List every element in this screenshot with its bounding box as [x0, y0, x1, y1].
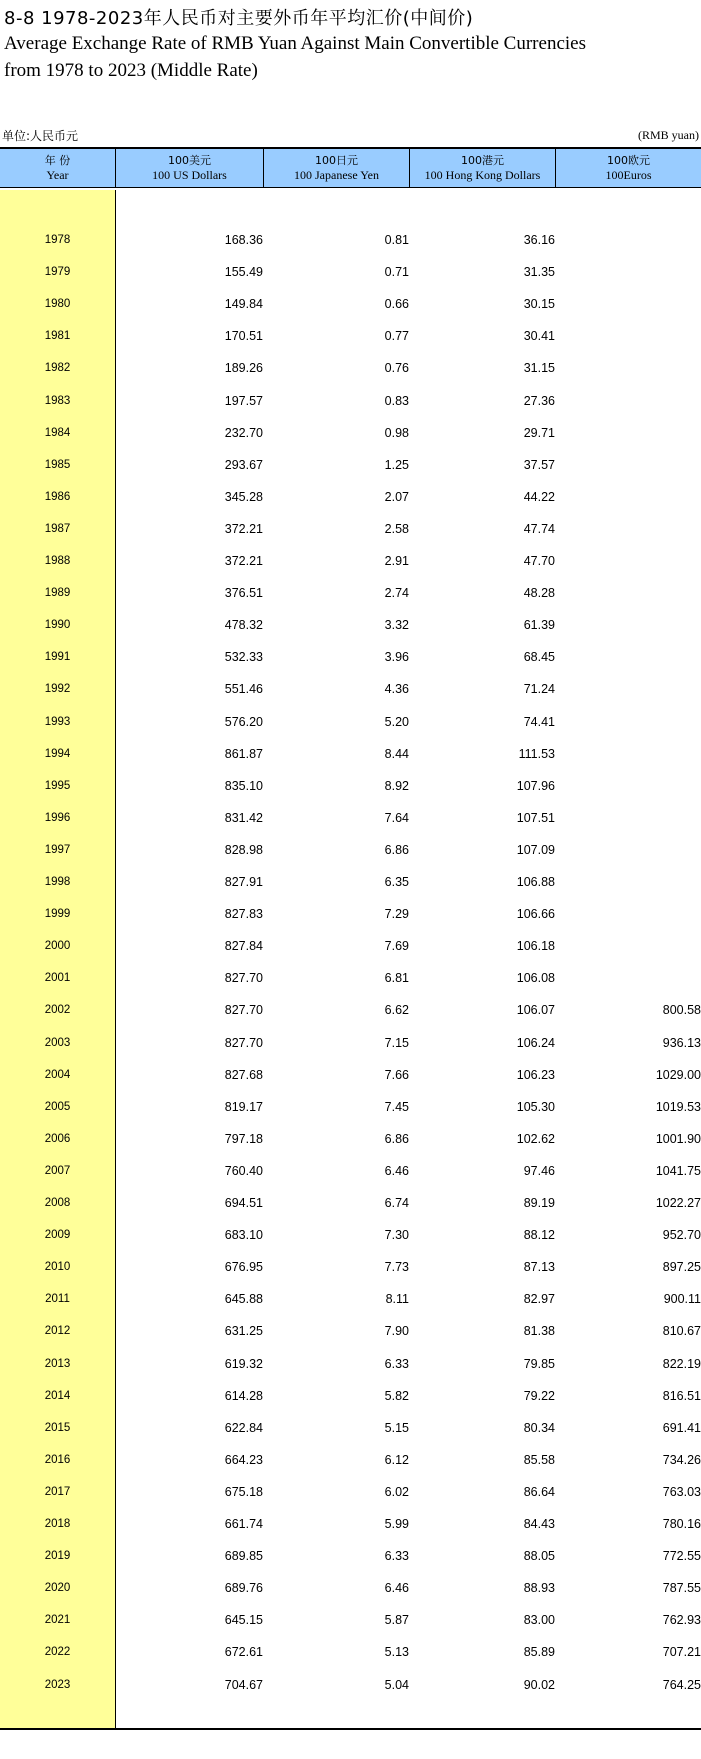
- hkd-cell: 90.02: [523, 1677, 555, 1692]
- header-usd-en: 100 US Dollars: [152, 168, 227, 182]
- jpy-cell: 5.04: [384, 1677, 409, 1692]
- table-row: [0, 453, 701, 477]
- jpy-cell: 3.32: [384, 618, 409, 633]
- jpy-cell: 0.98: [384, 425, 409, 440]
- hkd-cell: 86.64: [523, 1484, 555, 1499]
- hkd-cell: 61.39: [523, 618, 555, 633]
- usd-cell: 676.95: [224, 1260, 263, 1275]
- hkd-cell: 79.22: [523, 1388, 555, 1403]
- usd-cell: 689.85: [224, 1549, 263, 1564]
- jpy-cell: 5.99: [384, 1517, 409, 1531]
- usd-cell: 532.33: [224, 650, 263, 665]
- eur-cell: 816.51: [662, 1388, 701, 1403]
- hkd-cell: 106.24: [516, 1035, 555, 1050]
- jpy-cell: 7.66: [384, 1067, 409, 1082]
- usd-cell: 661.74: [224, 1517, 263, 1531]
- table-row: [0, 356, 701, 380]
- usd-cell: 683.10: [224, 1228, 263, 1243]
- unit-label-en: (RMB yuan): [638, 128, 699, 142]
- usd-cell: 232.70: [224, 425, 263, 440]
- usd-cell: 827.70: [224, 971, 263, 986]
- hkd-cell: 106.23: [516, 1067, 555, 1082]
- jpy-cell: 8.92: [384, 778, 409, 793]
- jpy-cell: 7.29: [384, 907, 409, 922]
- year-cell: 2000: [44, 940, 71, 953]
- jpy-cell: 8.11: [385, 1292, 409, 1307]
- usd-cell: 197.57: [224, 393, 263, 408]
- table-row: [0, 806, 701, 830]
- hkd-cell: 30.15: [523, 297, 555, 312]
- jpy-cell: 6.86: [384, 1131, 409, 1146]
- eur-cell: 900.11: [663, 1292, 701, 1307]
- hkd-cell: 47.74: [523, 521, 555, 536]
- header-eur-cn: 100欧元: [607, 154, 650, 167]
- header-hkd-en: 100 Hong Kong Dollars: [424, 168, 541, 182]
- jpy-cell: 5.87: [384, 1613, 409, 1628]
- header-year-cn: 年 份: [44, 154, 71, 167]
- jpy-cell: 2.74: [384, 586, 409, 601]
- table-row: [0, 260, 701, 284]
- eur-cell: 1029.00: [655, 1067, 701, 1082]
- year-cell: 2013: [44, 1357, 71, 1370]
- year-cell: 1993: [44, 715, 71, 728]
- hkd-cell: 29.71: [523, 425, 555, 440]
- year-cell: 2021: [44, 1614, 71, 1627]
- eur-cell: 936.13: [662, 1035, 701, 1050]
- year-cell: 2002: [44, 1004, 71, 1017]
- table-title-cn: 8-8 1978-2023年人民币对主要外币年平均汇价(中间价): [4, 8, 474, 29]
- table-row: [0, 1512, 701, 1536]
- header-eur: [556, 149, 701, 187]
- usd-cell: 828.98: [224, 842, 263, 857]
- hkd-cell: 107.96: [516, 778, 555, 793]
- header-usd-cn: 100美元: [168, 154, 211, 167]
- header-usd: [116, 149, 264, 187]
- hkd-cell: 102.62: [516, 1131, 555, 1146]
- usd-cell: 760.40: [224, 1163, 263, 1178]
- jpy-cell: 7.15: [384, 1035, 409, 1050]
- usd-cell: 861.87: [224, 746, 263, 761]
- table-row: [0, 1576, 701, 1600]
- year-cell: 1989: [44, 587, 71, 600]
- eur-cell: 763.03: [662, 1484, 701, 1499]
- year-cell: 2005: [44, 1100, 71, 1113]
- table-row: [0, 934, 701, 958]
- hkd-cell: 74.41: [523, 714, 555, 729]
- hkd-cell: 68.45: [523, 650, 555, 665]
- hkd-cell: 111.53: [518, 746, 555, 761]
- eur-cell: 780.16: [662, 1517, 701, 1531]
- year-cell: 1985: [44, 458, 71, 471]
- table-bottom-rule: [0, 1728, 701, 1730]
- jpy-cell: 6.46: [384, 1581, 409, 1596]
- eur-cell: 952.70: [662, 1228, 701, 1243]
- year-cell: 1999: [44, 908, 71, 921]
- year-cell: 1996: [44, 811, 71, 824]
- year-cell: 2018: [44, 1518, 71, 1530]
- usd-cell: 664.23: [224, 1452, 263, 1467]
- hkd-cell: 107.51: [516, 810, 555, 825]
- usd-cell: 622.84: [224, 1420, 263, 1435]
- eur-cell: 1041.75: [655, 1163, 701, 1178]
- table-title-en-line2: from 1978 to 2023 (Middle Rate): [4, 60, 258, 81]
- eur-cell: 762.93: [662, 1613, 701, 1628]
- usd-cell: 293.67: [224, 457, 263, 472]
- year-cell: 2008: [44, 1197, 71, 1209]
- hkd-cell: 31.15: [523, 361, 555, 376]
- usd-cell: 672.61: [224, 1645, 263, 1660]
- jpy-cell: 3.96: [384, 650, 409, 665]
- table-row: [0, 742, 701, 766]
- table-title-en-line1: Average Exchange Rate of RMB Yuan Against Main Convertible Currencies: [4, 33, 586, 54]
- usd-cell: 478.32: [224, 618, 263, 633]
- year-cell: 1995: [44, 779, 71, 792]
- table-row: [0, 1640, 701, 1664]
- jpy-cell: 7.90: [384, 1324, 409, 1339]
- hkd-cell: 71.24: [523, 682, 555, 697]
- eur-cell: 800.58: [662, 1003, 701, 1018]
- header-hkd: [410, 149, 556, 187]
- usd-cell: 189.26: [224, 361, 263, 376]
- table-row: [0, 613, 701, 637]
- hkd-cell: 106.07: [516, 1003, 555, 1018]
- year-cell: 2010: [44, 1261, 71, 1274]
- eur-cell: 822.19: [662, 1356, 701, 1371]
- usd-cell: 614.28: [224, 1388, 263, 1403]
- year-cell: 1983: [44, 394, 71, 407]
- usd-cell: 619.32: [224, 1356, 263, 1371]
- year-cell: 1998: [44, 876, 71, 888]
- year-cell: 1992: [44, 683, 71, 696]
- eur-cell: 707.21: [662, 1645, 701, 1660]
- jpy-cell: 0.77: [384, 329, 409, 344]
- table-row: [0, 1384, 701, 1408]
- hkd-cell: 107.09: [516, 842, 555, 857]
- usd-cell: 694.51: [224, 1196, 263, 1210]
- table-row: [0, 1480, 701, 1504]
- hkd-cell: 105.30: [516, 1099, 555, 1114]
- table-row: [0, 389, 701, 413]
- jpy-cell: 6.46: [384, 1163, 409, 1178]
- usd-cell: 827.83: [224, 907, 263, 922]
- jpy-cell: 6.74: [384, 1196, 409, 1210]
- eur-cell: 810.67: [662, 1324, 701, 1339]
- year-cell: 1994: [44, 747, 71, 760]
- eur-cell: 772.55: [662, 1549, 701, 1564]
- eur-cell: 1001.90: [655, 1131, 701, 1146]
- hkd-cell: 106.66: [516, 907, 555, 922]
- usd-cell: 689.76: [224, 1581, 263, 1596]
- table-row: [0, 998, 701, 1022]
- jpy-cell: 5.15: [384, 1420, 409, 1435]
- header-jpy-en: 100 Japanese Yen: [294, 168, 379, 182]
- usd-cell: 631.25: [224, 1324, 263, 1339]
- hkd-cell: 82.97: [523, 1292, 555, 1307]
- table-row: [0, 324, 701, 348]
- table-row: [0, 774, 701, 798]
- table-row: [0, 292, 701, 316]
- jpy-cell: 6.35: [384, 875, 409, 889]
- table-row: [0, 517, 701, 541]
- table-row: [0, 1287, 701, 1311]
- year-cell: 1991: [44, 651, 71, 664]
- jpy-cell: 4.36: [384, 682, 409, 697]
- jpy-cell: 7.64: [384, 810, 409, 825]
- table-row: [0, 902, 701, 926]
- usd-cell: 797.18: [224, 1131, 263, 1146]
- header-jpy: [264, 149, 410, 187]
- year-cell: 2015: [44, 1421, 71, 1434]
- jpy-cell: 7.73: [384, 1260, 409, 1275]
- year-cell: 2004: [44, 1068, 71, 1081]
- usd-cell: 376.51: [224, 586, 263, 601]
- year-cell: 1978: [44, 234, 71, 246]
- eur-cell: 1022.27: [655, 1196, 701, 1210]
- jpy-cell: 6.81: [384, 971, 409, 986]
- header-year: [0, 149, 116, 187]
- header-year-en: Year: [46, 168, 69, 182]
- year-cell: 2001: [44, 972, 71, 985]
- hkd-cell: 37.57: [523, 457, 555, 472]
- header-jpy-cn: 100日元: [315, 154, 358, 167]
- year-cell: 2006: [44, 1132, 71, 1145]
- hkd-cell: 83.00: [523, 1613, 555, 1628]
- table-row: [0, 1191, 701, 1215]
- usd-cell: 645.88: [224, 1292, 263, 1307]
- usd-cell: 827.70: [224, 1035, 263, 1050]
- year-cell: 2017: [44, 1485, 71, 1498]
- usd-cell: 576.20: [224, 714, 263, 729]
- jpy-cell: 6.62: [384, 1003, 409, 1018]
- usd-cell: 827.68: [224, 1067, 263, 1082]
- table-row: [0, 1063, 701, 1087]
- hkd-cell: 85.58: [523, 1452, 555, 1467]
- jpy-cell: 2.91: [384, 554, 409, 568]
- year-cell: 2016: [44, 1453, 71, 1466]
- table-row: [0, 710, 701, 734]
- jpy-cell: 6.86: [384, 842, 409, 857]
- usd-cell: 827.91: [224, 875, 263, 889]
- usd-cell: 168.36: [224, 233, 263, 247]
- usd-cell: 155.49: [224, 265, 263, 280]
- table-row: [0, 1319, 701, 1343]
- hkd-cell: 80.34: [523, 1420, 555, 1435]
- eur-cell: 787.55: [662, 1581, 701, 1596]
- jpy-cell: 7.69: [384, 939, 409, 954]
- usd-cell: 170.51: [224, 329, 263, 344]
- jpy-cell: 2.07: [384, 489, 409, 504]
- header-eur-en: 100Euros: [605, 168, 652, 182]
- jpy-cell: 6.33: [384, 1549, 409, 1564]
- table-row: [0, 1608, 701, 1632]
- year-cell: 1982: [44, 362, 71, 375]
- table-row: [0, 966, 701, 990]
- table-header: [0, 149, 701, 188]
- eur-cell: 897.25: [662, 1260, 701, 1275]
- table-row: [0, 677, 701, 701]
- hkd-cell: 106.88: [516, 875, 555, 889]
- year-cell: 2023: [44, 1678, 71, 1691]
- year-cell: 1979: [44, 266, 71, 279]
- usd-cell: 675.18: [224, 1484, 263, 1499]
- table-row: [0, 645, 701, 669]
- hkd-cell: 44.22: [523, 489, 555, 504]
- eur-cell: 691.41: [662, 1420, 701, 1435]
- year-cell: 1988: [44, 555, 71, 567]
- hkd-cell: 79.85: [523, 1356, 555, 1371]
- hkd-cell: 48.28: [523, 586, 555, 601]
- usd-cell: 704.67: [224, 1677, 263, 1692]
- usd-cell: 372.21: [224, 554, 263, 568]
- year-cell: 2009: [44, 1229, 71, 1242]
- table-row: [0, 1031, 701, 1055]
- year-cell: 2020: [44, 1582, 71, 1595]
- table-row: [0, 1448, 701, 1472]
- table-row: [0, 1127, 701, 1151]
- jpy-cell: 7.45: [384, 1099, 409, 1114]
- jpy-cell: 6.12: [384, 1452, 409, 1467]
- hkd-cell: 31.35: [523, 265, 555, 280]
- hkd-cell: 106.08: [516, 971, 555, 986]
- usd-cell: 372.21: [224, 521, 263, 536]
- hkd-cell: 36.16: [523, 233, 555, 247]
- hkd-cell: 85.89: [523, 1645, 555, 1660]
- usd-cell: 831.42: [224, 810, 263, 825]
- header-hkd-cn: 100港元: [461, 154, 504, 167]
- hkd-cell: 88.12: [523, 1228, 555, 1243]
- table-row: [0, 549, 701, 573]
- table-row: [0, 1095, 701, 1119]
- hkd-cell: 97.46: [523, 1163, 555, 1178]
- eur-cell: 734.26: [662, 1452, 701, 1467]
- table-row: [0, 870, 701, 894]
- hkd-cell: 89.19: [523, 1196, 555, 1210]
- jpy-cell: 0.76: [384, 361, 409, 376]
- table-row: [0, 421, 701, 445]
- jpy-cell: 2.58: [384, 521, 409, 536]
- table-row: [0, 838, 701, 862]
- jpy-cell: 6.33: [384, 1356, 409, 1371]
- usd-cell: 551.46: [224, 682, 263, 697]
- table-row: [0, 1159, 701, 1183]
- jpy-cell: 7.30: [384, 1228, 409, 1243]
- year-cell: 1980: [44, 298, 71, 311]
- year-cell: 2019: [44, 1550, 71, 1563]
- year-cell: 2022: [44, 1646, 71, 1659]
- usd-cell: 835.10: [224, 778, 263, 793]
- eur-cell: 1019.53: [655, 1099, 701, 1114]
- hkd-cell: 106.18: [516, 939, 555, 954]
- hkd-cell: 87.13: [523, 1260, 555, 1275]
- hkd-cell: 81.38: [523, 1324, 555, 1339]
- usd-cell: 827.84: [224, 939, 263, 954]
- jpy-cell: 1.25: [384, 457, 409, 472]
- jpy-cell: 0.66: [384, 297, 409, 312]
- jpy-cell: 6.02: [384, 1484, 409, 1499]
- year-cell: 2003: [44, 1036, 71, 1049]
- table-row: [0, 1223, 701, 1247]
- year-cell: 1984: [44, 426, 71, 439]
- year-cell: 2011: [45, 1293, 70, 1306]
- table-row: [0, 1673, 701, 1697]
- year-cell: 1987: [44, 522, 71, 535]
- usd-cell: 149.84: [224, 297, 263, 312]
- year-cell: 1986: [44, 490, 71, 503]
- usd-cell: 345.28: [224, 489, 263, 504]
- jpy-cell: 0.83: [384, 393, 409, 408]
- usd-cell: 645.15: [224, 1613, 263, 1628]
- year-cell: 2012: [44, 1325, 71, 1338]
- usd-cell: 819.17: [224, 1099, 263, 1114]
- hkd-cell: 84.43: [523, 1517, 555, 1531]
- table-row: [0, 1255, 701, 1279]
- jpy-cell: 5.82: [384, 1388, 409, 1403]
- hkd-cell: 88.93: [523, 1581, 555, 1596]
- hkd-cell: 27.36: [523, 393, 555, 408]
- table-row: [0, 1544, 701, 1568]
- usd-cell: 827.70: [224, 1003, 263, 1018]
- table-row: [0, 228, 701, 252]
- year-cell: 2014: [44, 1389, 71, 1402]
- jpy-cell: 8.44: [384, 746, 409, 761]
- year-cell: 2007: [44, 1164, 71, 1177]
- eur-cell: 764.25: [662, 1677, 701, 1692]
- table-row: [0, 581, 701, 605]
- table-row: [0, 1416, 701, 1440]
- year-cell: 1997: [44, 843, 71, 856]
- hkd-cell: 88.05: [523, 1549, 555, 1564]
- jpy-cell: 0.71: [384, 265, 409, 280]
- table-row: [0, 1352, 701, 1376]
- jpy-cell: 0.81: [384, 233, 409, 247]
- jpy-cell: 5.13: [384, 1645, 409, 1660]
- year-cell: 1990: [44, 619, 71, 632]
- table-row: [0, 485, 701, 509]
- jpy-cell: 5.20: [384, 714, 409, 729]
- hkd-cell: 30.41: [523, 329, 555, 344]
- hkd-cell: 47.70: [523, 554, 555, 568]
- year-cell: 1981: [44, 330, 71, 343]
- unit-label-cn: 单位:人民币元: [2, 129, 79, 143]
